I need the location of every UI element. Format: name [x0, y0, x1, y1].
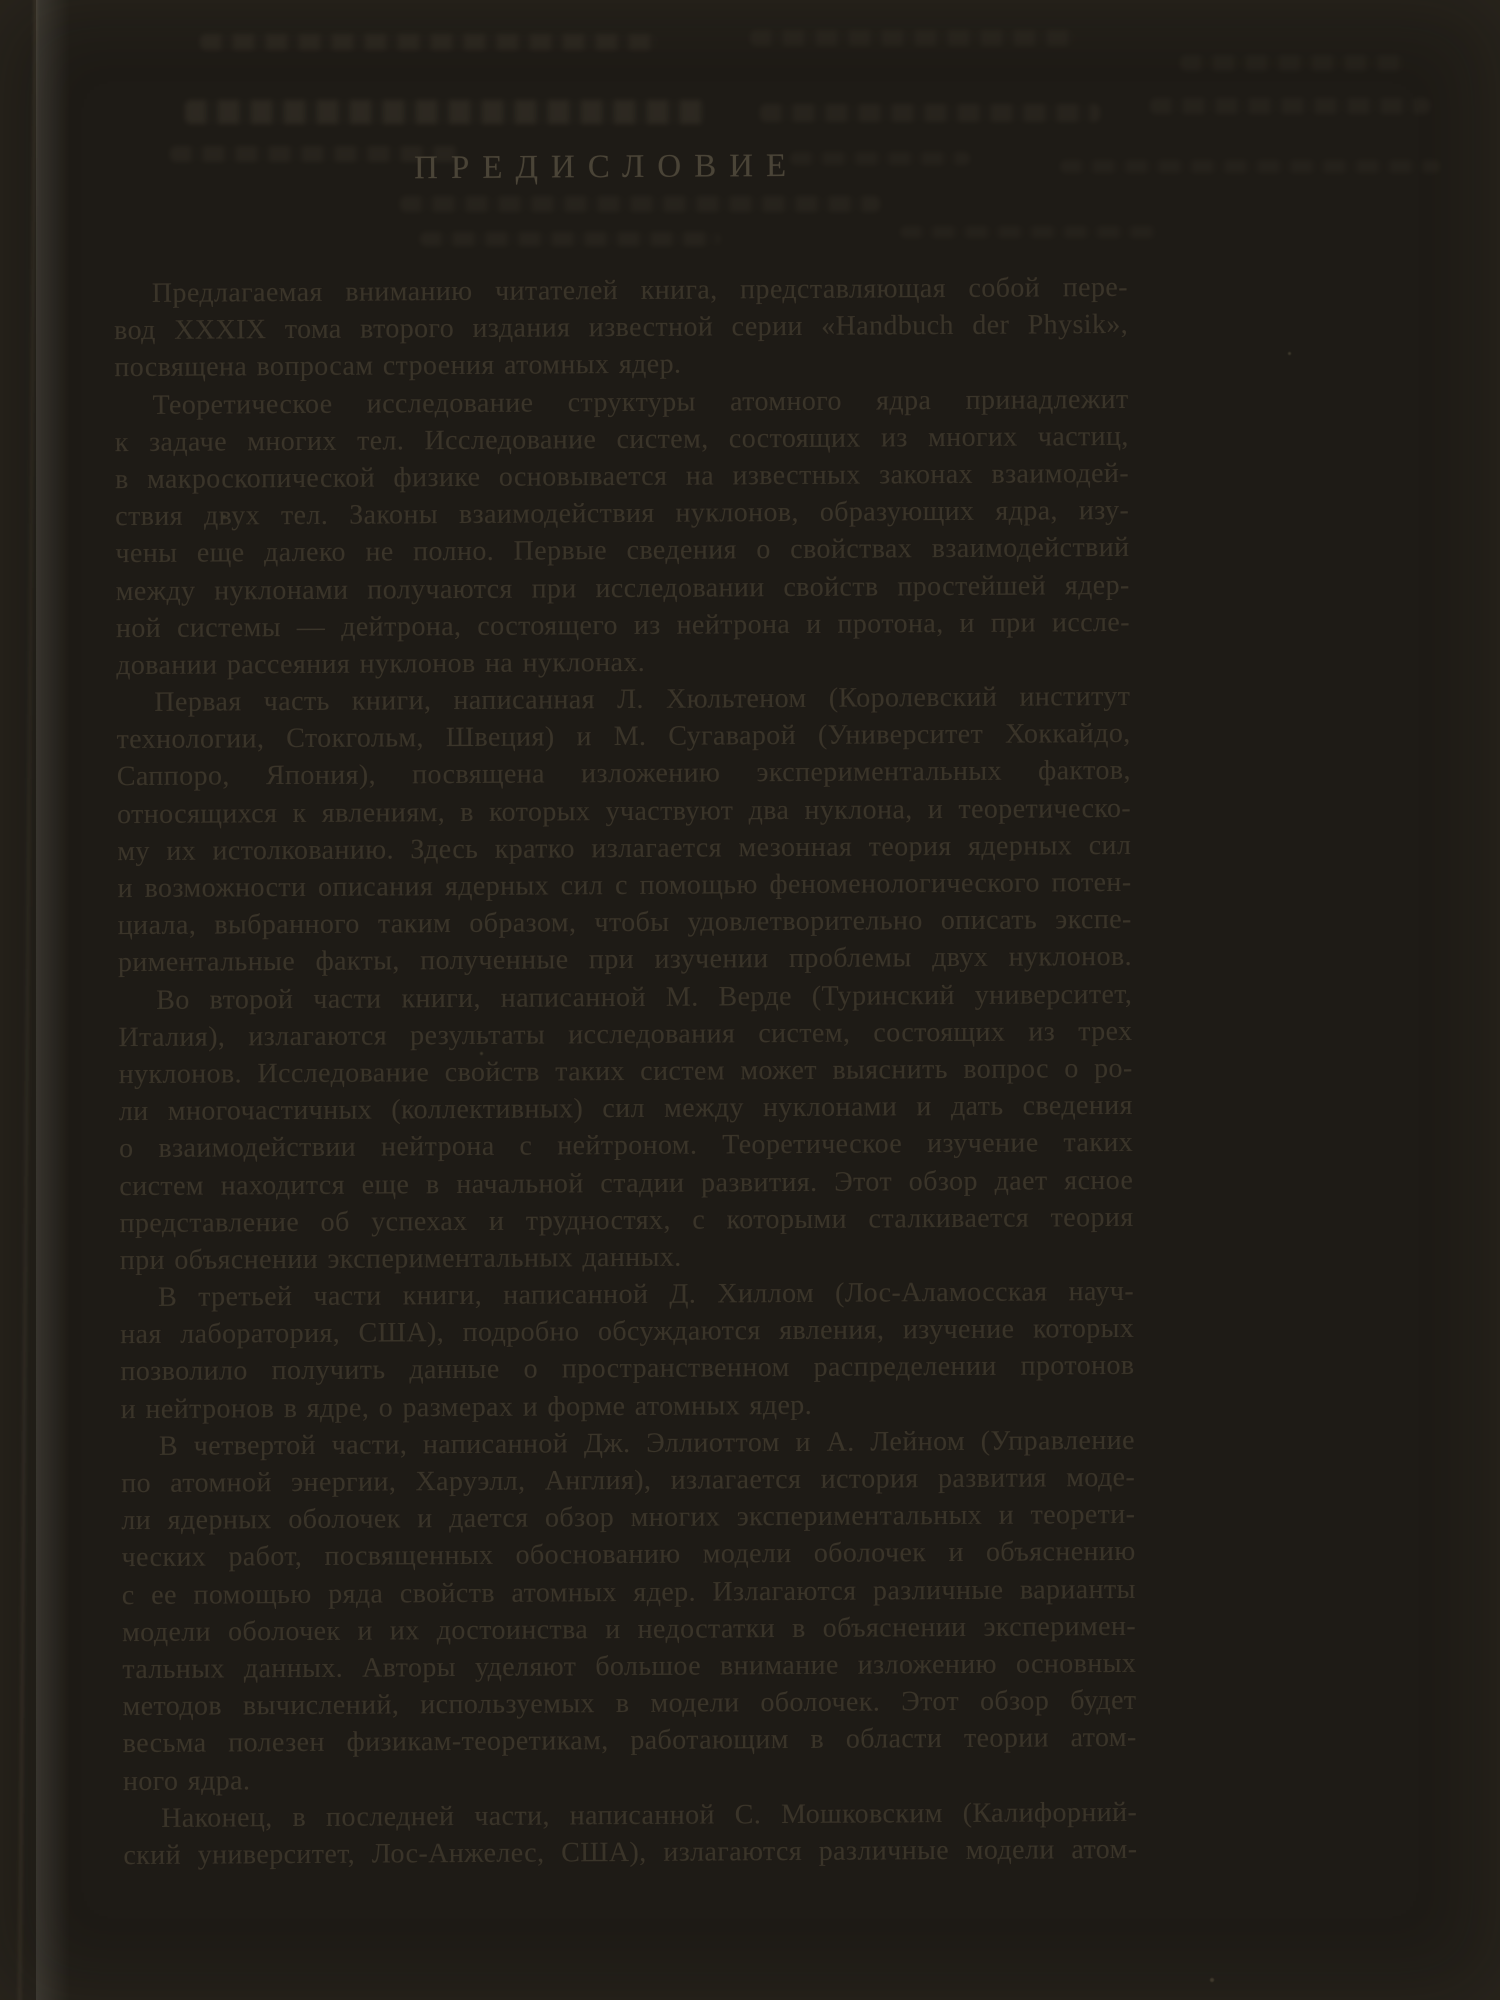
- paragraph: [123, 1794, 1137, 1875]
- text-line: методов вычислений, используемых в модели оболочек. Этот обзор будет: [122, 1684, 1137, 1723]
- paper-speck: [1210, 1978, 1214, 1982]
- text-line: Наконец, в последней части, написанной С. Мошковским (Калифорний-: [161, 1796, 1138, 1834]
- text-line: о взаимодействии нейтрона с нейтроном. Теоретическое изучение таких: [119, 1127, 1134, 1165]
- text-line: ский университет, Лос-Анжелес, США), излагаются различные модели атом-: [123, 1833, 1138, 1871]
- text-line: посвящена вопросам строения атомных ядер.: [114, 349, 682, 384]
- text-line: к задаче многих тел. Исследование систем, состоящих из многих частиц,: [114, 420, 1129, 458]
- show-through-mark: [200, 34, 660, 50]
- text-line: и возможности описания ядерных сил с помощью феноменологического потен-: [117, 866, 1132, 905]
- text-line: весьма полезен физикам-теоретикам, работающим в области теории атом-: [122, 1722, 1137, 1760]
- text-line: Предлагаемая вниманию читателей книга, представляющая собой пере-: [151, 271, 1128, 309]
- text-line: систем находится еще в начальной стадии развития. Этот обзор дает ясное: [119, 1164, 1134, 1202]
- text-line: в макроскопической физике основывается на известных законах взаимодей-: [114, 457, 1130, 496]
- text-line: относящихся к явлениям, в которых участвуют два нуклона, и теоретическо-: [116, 792, 1132, 830]
- paragraph: [121, 1422, 1137, 1800]
- text-line: тальных данных. Авторы уделяют большое внимание изложению основных: [122, 1647, 1137, 1686]
- text-line: с ее помощью ряда свойств атомных ядер. Излагаются различные варианты: [121, 1573, 1136, 1611]
- text-line: ли многочастичных (коллективных) сил между нуклонами и дать сведения: [118, 1090, 1133, 1128]
- paragraph: [114, 269, 1129, 387]
- text-line: В четвертой части, написанной Дж. Эллиоттом и А. Лейном (Управление: [158, 1424, 1136, 1462]
- show-through-mark: [1180, 55, 1410, 71]
- page-title: ПРЕДИСЛОВИЕ: [413, 147, 800, 187]
- text-line: риментальные факты, полученные при изучении проблемы двух нуклонов.: [117, 941, 1133, 979]
- text-block: [113, 144, 1138, 1874]
- text-line: ческих работ, посвященных обоснованию модели оболочек и объяснению: [121, 1536, 1136, 1574]
- text-line: Теоретическое исследование структуры атомного ядра принадлежит: [152, 383, 1129, 421]
- text-line: технологии, Стокгольм, Швеция) и М. Сугаварой (Университет Хоккайдо,: [116, 718, 1131, 756]
- paragraphs-container: [114, 269, 1138, 1874]
- text-line: Саппоро, Япония), посвящена изложению экспериментальных фактов,: [116, 755, 1131, 793]
- paragraph: [120, 1273, 1135, 1428]
- text-line: ли ядерных оболочек и дается обзор многих экспериментальных и теорети-: [121, 1499, 1136, 1537]
- show-through-mark: [760, 104, 1100, 122]
- text-line: между нуклонами получаются при исследовании свойств простейшей ядер-: [115, 569, 1130, 607]
- paragraph: [116, 678, 1132, 982]
- text-line: ного ядра.: [122, 1764, 251, 1797]
- text-line: позволило получить данные о пространственном распределении протонов: [120, 1350, 1135, 1388]
- text-line: представление об успехах и трудностях, с которыми сталкивается теория: [119, 1201, 1134, 1239]
- text-line: му их истолкованию. Здесь кратко излагается мезонная теория ядерных сил: [117, 829, 1132, 867]
- page-edge-highlight: [36, 0, 70, 2000]
- text-line: по атомной энергии, Харуэлл, Англия), излагается история развития моде-: [121, 1461, 1136, 1500]
- text-line: Во второй части книги, написанной М. Верде (Туринский университет,: [156, 978, 1133, 1016]
- text-line: циала, выбранного таким образом, чтобы удовлетворительно описать экспе-: [117, 904, 1132, 942]
- text-line: Первая часть книги, написанная Л. Хюльтеном (Королевский институт: [154, 680, 1131, 718]
- text-line: В третьей части книги, написанной Д. Хиллом (Лос-Аламосская науч-: [157, 1275, 1135, 1313]
- show-through-mark: [750, 30, 1080, 46]
- text-line: Италия), излагаются результаты исследования систем, состоящих из трех: [118, 1015, 1133, 1053]
- text-line: вод XXXIX тома второго издания известной серии «Handbuch der Physik»,: [114, 309, 1129, 347]
- text-line: нуклонов. Исследование свойств таких систем может выяснить вопрос о ро-: [118, 1052, 1133, 1091]
- text-line: чены еще далеко не полно. Первые сведения о свойствах взаимодействий: [115, 532, 1130, 570]
- text-line: ная лаборатория, США), подробно обсуждаются явления, изучение которых: [120, 1313, 1135, 1351]
- paper-speck: [1288, 352, 1291, 355]
- text-line: довании рассеяния нуклонов на нуклонах.: [116, 646, 646, 681]
- page-crease: [18, 0, 37, 2000]
- text-line: ствия двух тел. Законы взаимодействия нуклонов, образующих ядра, изу-: [115, 495, 1130, 533]
- text-line: и нейтронов в ядре, о размерах и форме атомных ядер.: [120, 1389, 813, 1425]
- paragraph: [114, 380, 1130, 684]
- text-line: модели оболочек и их достоинства и недостатки в объяснении эксперимен-: [121, 1610, 1137, 1648]
- text-line: при объяснении экспериментальных данных.: [119, 1241, 682, 1276]
- text-line: ной системы — дейтрона, состоящего из нейтрона и протона, и при иссле-: [115, 606, 1131, 644]
- show-through-mark: [185, 100, 705, 124]
- show-through-mark: [1150, 98, 1430, 114]
- paragraph: [118, 975, 1134, 1279]
